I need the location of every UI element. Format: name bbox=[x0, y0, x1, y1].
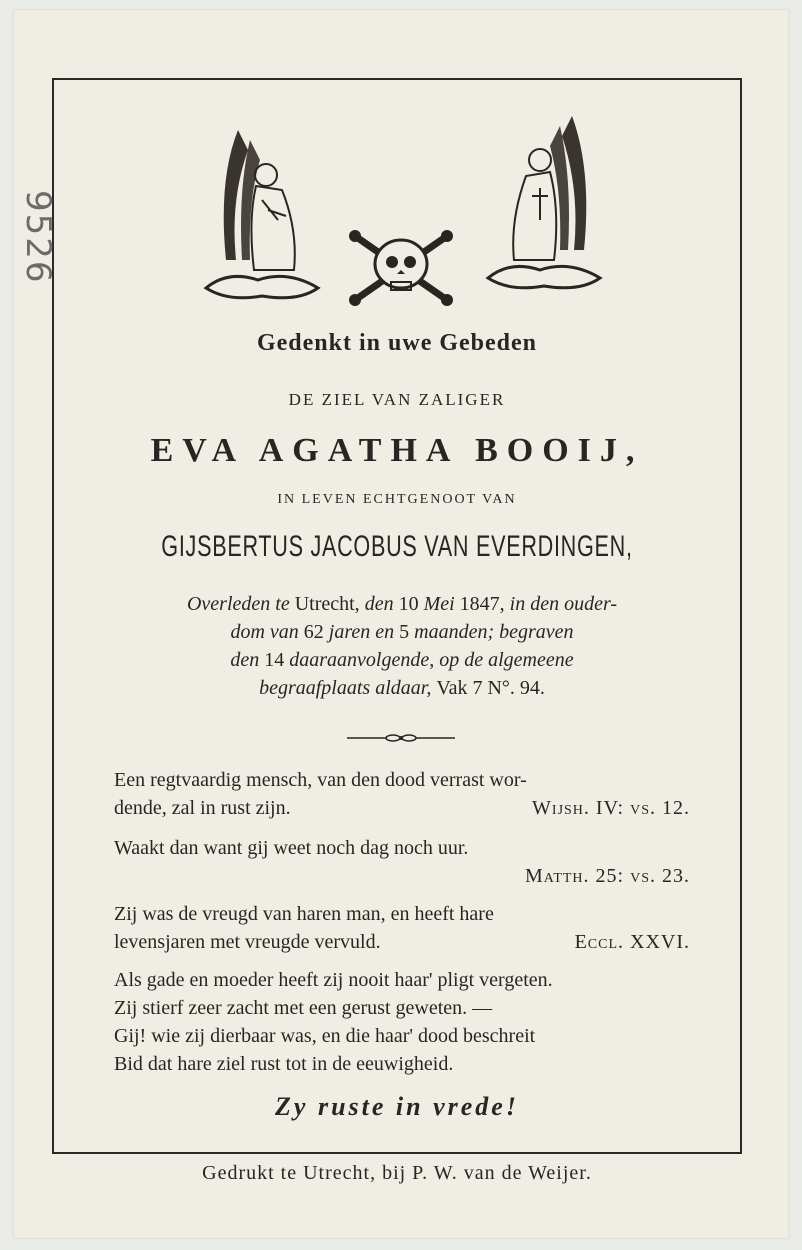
quote-wisdom: Een regtvaardig mensch, van den dood verrast wor- dende, zal in rust zijn. Wijsh. IV: vs. 12. bbox=[114, 769, 690, 819]
poem-line: Bid dat hare ziel rust tot in de eeuwigheid. bbox=[114, 1053, 454, 1075]
ornament-row bbox=[52, 110, 742, 310]
poem-line: Gij! wie zij dierbaar was, en die haar' dood beschreit bbox=[114, 1025, 536, 1047]
inventory-number: 9526 bbox=[18, 190, 58, 285]
quote-ecclesiasticus: Zij was de vreugd van haren man, en heeft hare levensjaren met vreugde vervuld. Eccl. XXVI. bbox=[114, 903, 690, 953]
memorial-poem bbox=[114, 966, 720, 1078]
printer-imprint: Gedrukt te Utrecht, bij P. W. van de Weijer. bbox=[202, 1162, 592, 1184]
prayer-heading: Gedenkt in uwe Gebeden bbox=[256, 330, 538, 356]
poem-line: Als gade en moeder heeft zij nooit haar' pligt vergeten. bbox=[114, 969, 553, 991]
deceased-name: EVA AGATHA BOOIJ, bbox=[150, 432, 644, 469]
soul-of-late: DE ZIEL VAN ZALIGER bbox=[288, 390, 506, 409]
kneeling-angel-right-icon bbox=[480, 110, 610, 295]
poem-line: Zij stierf zeer zacht met een gerust geweten. — bbox=[114, 997, 493, 1019]
obituary-text: Overleden te Utrecht, den 10 Mei 1847, in den ouder- dom van 62 jaren en 5 maanden; begraven den 14 daaraanvolgende, op de algemeene begraafplaats aldaar, Vak 7 N°. 94. bbox=[186, 593, 618, 699]
spouse-name: GIJSBERTUS JACOBUS VAN EVERDINGEN, bbox=[161, 530, 633, 563]
kneeling-angel-left-icon bbox=[198, 120, 328, 305]
spouse-label: IN LEVEN ECHTGENOOT VAN bbox=[277, 492, 517, 507]
ornamental-divider-icon bbox=[345, 730, 457, 746]
closing-blessing: Zy ruste in vrede! bbox=[275, 1092, 519, 1121]
quote-matthew: Waakt dan want gij weet noch dag noch uur. Matth. 25: vs. 23. bbox=[114, 837, 690, 887]
skull-crossbones-icon bbox=[347, 228, 457, 308]
